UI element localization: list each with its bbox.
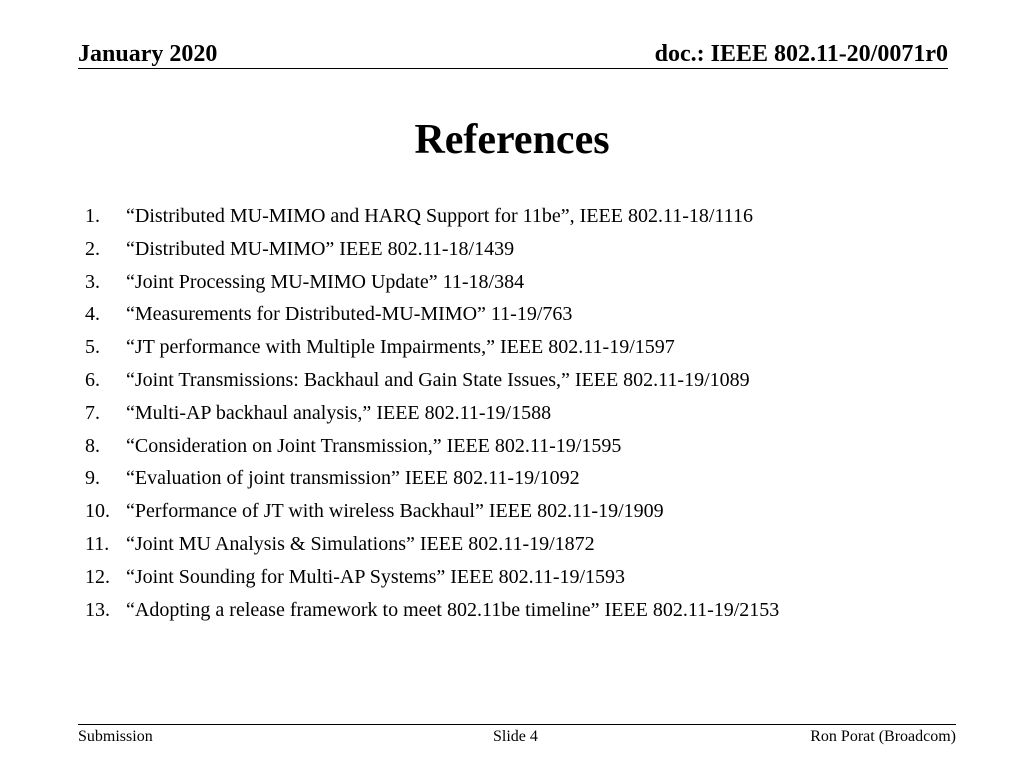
slide-title: References [414,117,610,163]
reference-text: “Joint Processing MU-MIMO Update” 11-18/384 [126,270,525,293]
reference-text: “JT performance with Multiple Impairments,” IEEE 802.11-19/1597 [126,336,675,359]
reference-number: 1. [85,205,100,227]
reference-text: “Adopting a release framework to meet 802.11be timeline” IEEE 802.11-19/2153 [126,598,780,621]
reference-item [85,233,965,266]
reference-number: 7. [85,401,100,424]
reference-text: “Joint MU Analysis & Simulations” IEEE 802.11-19/1872 [126,532,595,555]
reference-text: “Multi-AP backhaul analysis,” IEEE 802.11-19/1588 [126,401,552,424]
reference-item [85,462,965,495]
reference-item [85,594,965,627]
reference-number: 8. [85,434,100,457]
reference-item [85,364,965,397]
references-list [85,200,965,626]
reference-number: 10. [85,500,110,523]
reference-text: “Distributed MU-MIMO and HARQ Support for 11be”, IEEE 802.11-18/1116 [126,205,753,227]
reference-item [85,430,965,463]
reference-number: 3. [85,270,100,293]
footer-submission: Submission [78,728,153,745]
reference-number: 11. [85,532,110,555]
reference-text: “Consideration on Joint Transmission,” IEEE 802.11-19/1595 [126,434,622,457]
reference-text: “Joint Sounding for Multi-AP Systems” IEEE 802.11-19/1593 [126,565,626,588]
reference-text: “Measurements for Distributed-MU-MIMO” 11-19/763 [126,303,573,326]
reference-item [85,298,965,331]
footer-divider [78,724,956,725]
reference-item [85,495,965,528]
reference-item [85,528,965,561]
reference-item [85,266,965,299]
reference-number: 12. [85,565,110,588]
header-date: January 2020 [78,41,218,67]
reference-number: 9. [85,467,100,490]
reference-number: 13. [85,598,110,621]
reference-text: “Distributed MU-MIMO” IEEE 802.11-18/1439 [126,237,515,260]
reference-text: “Evaluation of joint transmission” IEEE 802.11-19/1092 [126,467,580,490]
reference-item [85,200,965,233]
reference-text: “Performance of JT with wireless Backhaul” IEEE 802.11-19/1909 [126,500,664,523]
header-doc-id: doc.: IEEE 802.11-20/0071r0 [654,41,948,67]
reference-number: 5. [85,336,100,359]
reference-item [85,397,965,430]
reference-number: 6. [85,368,100,391]
header-divider [78,68,948,69]
reference-item [85,331,965,364]
reference-text: “Joint Transmissions: Backhaul and Gain State Issues,” IEEE 802.11-19/1089 [126,368,750,391]
reference-item [85,561,965,594]
footer-author: Ron Porat (Broadcom) [810,728,956,745]
reference-number: 2. [85,237,100,260]
reference-number: 4. [85,303,100,326]
footer-slide-number: Slide 4 [493,728,538,745]
